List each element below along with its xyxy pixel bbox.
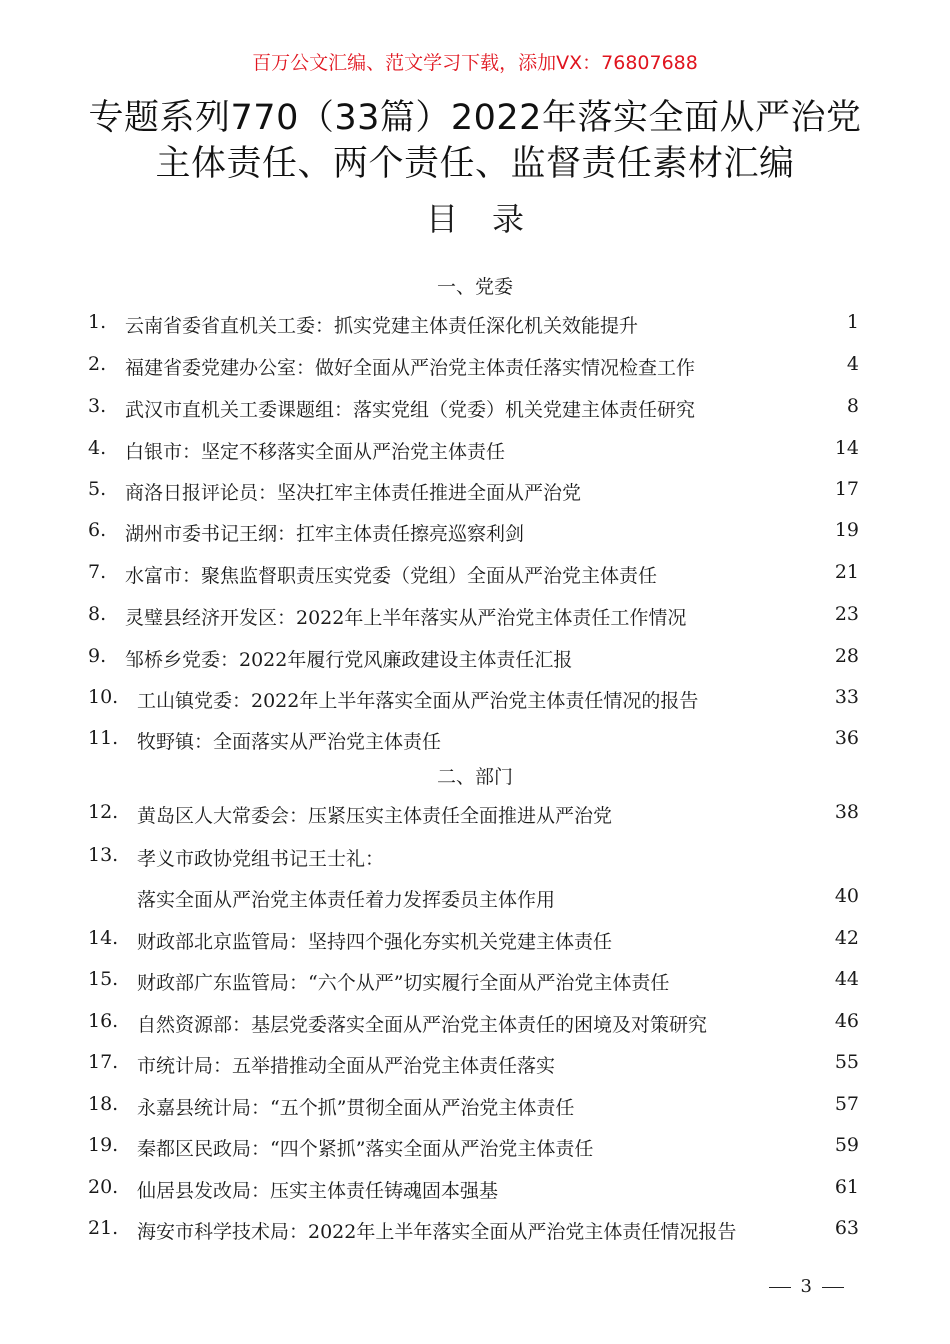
toc-entry-title: 海安市科学技术局：2022年上半年落实全面从严治党主体责任情况报告	[137, 1221, 737, 1243]
toc-entry-title: 牧野镇：全面落实从严治党主体责任	[137, 731, 442, 753]
section-heading-party-committee: 一、党委	[436, 276, 513, 298]
toc-entry[interactable]	[0, 645, 950, 675]
toc-entry-title: 武汉市直机关工委课题组：落实党组（党委）机关党建主体责任研究	[125, 399, 696, 421]
toc-entry-page: 36	[834, 727, 859, 749]
toc-entry[interactable]	[0, 519, 950, 549]
toc-entry[interactable]	[0, 686, 950, 716]
toc-entry[interactable]	[0, 311, 950, 341]
toc-entry-title: 湖州市委书记王纲：扛牢主体责任擦亮巡察利剑	[125, 523, 525, 545]
toc-entry-page: 28	[834, 645, 859, 667]
toc-entry[interactable]	[0, 968, 950, 998]
toc-entry[interactable]	[0, 1010, 950, 1040]
toc-entry-number: 17.	[88, 1051, 119, 1073]
toc-entry-title: 邹桥乡党委：2022年履行党风廉政建设主体责任汇报	[125, 649, 573, 671]
toc-entry-page: 38	[834, 801, 859, 823]
toc-entry-title: 水富市：聚焦监督职责压实党委（党组）全面从严治党主体责任	[125, 565, 658, 587]
promo-banner: 百万公文汇编、范文学习下载，添加VX：76807688	[252, 52, 698, 74]
toc-entry-title: 商洛日报评论员：坚决扛牢主体责任推进全面从严治党	[125, 482, 582, 504]
toc-entry-page: 57	[834, 1093, 859, 1115]
toc-entry-page: 33	[834, 686, 859, 708]
toc-entry-page: 63	[834, 1217, 859, 1239]
toc-entry-number: 20.	[88, 1176, 119, 1198]
toc-entry[interactable]	[0, 395, 950, 425]
toc-entry-page: 42	[834, 927, 859, 949]
toc-entry-title: 秦都区民政局：“四个紧抓”落实全面从严治党主体责任	[137, 1138, 594, 1160]
toc-entry-page: 46	[834, 1010, 859, 1032]
toc-entry-title: 孝义市政协党组书记王士礼：	[137, 848, 385, 870]
toc-entry-number: 18.	[88, 1093, 119, 1115]
toc-entry[interactable]	[0, 727, 950, 757]
toc-entry-title: 福建省委党建办公室：做好全面从严治党主体责任落实情况检查工作	[125, 357, 696, 379]
toc-entry-title: 仙居县发改局：压实主体责任铸魂固本强基	[137, 1180, 499, 1202]
toc-entry-title: 落实全面从严治党主体责任着力发挥委员主体作用	[137, 889, 556, 911]
toc-entry-number: 12.	[88, 801, 119, 823]
toc-entry[interactable]	[0, 478, 950, 508]
toc-entry-title: 黄岛区人大常委会：压紧压实主体责任全面推进从严治党	[137, 805, 613, 827]
doc-title-line2: 主体责任、两个责任、监督责任素材汇编	[155, 144, 795, 184]
toc-entry-title: 财政部广东监管局：“六个从严”切实履行全面从严治党主体责任	[137, 972, 670, 994]
toc-entry-page: 23	[834, 603, 859, 625]
section-heading-departments: 二、部门	[436, 766, 513, 788]
toc-entry-number: 6.	[88, 519, 107, 541]
toc-entry-number: 2.	[88, 353, 107, 375]
toc-entry-page: 59	[834, 1134, 859, 1156]
toc-entry-page: 1	[846, 311, 859, 333]
toc-entry[interactable]	[0, 927, 950, 957]
toc-entry-number: 10.	[88, 686, 119, 708]
toc-entry-page: 8	[846, 395, 859, 417]
toc-entry-title: 云南省委省直机关工委：抓实党建主体责任深化机关效能提升	[125, 315, 639, 337]
toc-entry-number: 15.	[88, 968, 119, 990]
toc-entry-number: 9.	[88, 645, 107, 667]
toc-entry-title: 财政部北京监管局：坚持四个强化夯实机关党建主体责任	[137, 931, 613, 953]
toc-entry-title: 白银市：坚定不移落实全面从严治党主体责任	[125, 441, 506, 463]
toc-entry-page: 21	[834, 561, 859, 583]
toc-entry-title: 工山镇党委：2022年上半年落实全面从严治党主体责任情况的报告	[137, 690, 699, 712]
toc-entry-title: 灵璧县经济开发区：2022年上半年落实从严治党主体责任工作情况	[125, 607, 687, 629]
toc-entry-page: 17	[834, 478, 859, 500]
toc-entry[interactable]	[0, 885, 950, 915]
toc-entry-number: 11.	[88, 727, 119, 749]
toc-entry-number: 4.	[88, 437, 107, 459]
toc-entry-title: 市统计局：五举措推动全面从严治党主体责任落实	[137, 1055, 556, 1077]
toc-entry-number: 8.	[88, 603, 107, 625]
toc-entry-page: 61	[834, 1176, 859, 1198]
toc-entry-number: 16.	[88, 1010, 119, 1032]
toc-entry-number: 14.	[88, 927, 119, 949]
toc-entry-title: 永嘉县统计局：“五个抓”贯彻全面从严治党主体责任	[137, 1097, 575, 1119]
toc-entry[interactable]	[0, 844, 950, 874]
toc-heading: 目录	[425, 200, 558, 238]
toc-entry[interactable]	[0, 1176, 950, 1206]
toc-entry-number: 13.	[88, 844, 119, 866]
toc-entry-number: 1.	[88, 311, 107, 333]
toc-entry[interactable]	[0, 603, 950, 633]
toc-entry[interactable]	[0, 1134, 950, 1164]
page-number: 3	[759, 1276, 854, 1297]
toc-entry[interactable]	[0, 561, 950, 591]
toc-entry-title: 自然资源部：基层党委落实全面从严治党主体责任的困境及对策研究	[137, 1014, 708, 1036]
toc-entry[interactable]	[0, 801, 950, 831]
toc-entry-number: 5.	[88, 478, 107, 500]
toc-entry-number: 3.	[88, 395, 107, 417]
toc-entry[interactable]	[0, 1217, 950, 1247]
toc-entry-number: 19.	[88, 1134, 119, 1156]
toc-entry-page: 44	[834, 968, 859, 990]
toc-entry-page: 19	[834, 519, 859, 541]
toc-entry-page: 55	[834, 1051, 859, 1073]
toc-entry[interactable]	[0, 437, 950, 467]
toc-entry[interactable]	[0, 1093, 950, 1123]
doc-title-line1: 专题系列770（33篇）2022年落实全面从严治党	[88, 98, 862, 138]
toc-entry[interactable]	[0, 353, 950, 383]
toc-entry-number: 21.	[88, 1217, 119, 1239]
toc-entry-page: 4	[846, 353, 859, 375]
toc-entry-page: 14	[834, 437, 859, 459]
toc-entry-number: 7.	[88, 561, 107, 583]
toc-entry[interactable]	[0, 1051, 950, 1081]
toc-entry-page: 40	[834, 885, 859, 907]
